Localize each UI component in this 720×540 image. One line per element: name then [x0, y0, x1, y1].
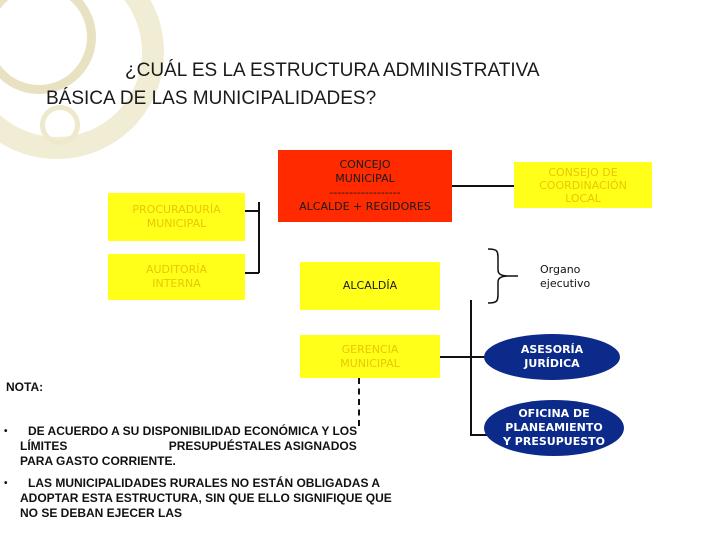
auditoria-line-1: AUDITORÍA: [145, 263, 208, 276]
asesoria-line-2: JURÍDICA: [524, 357, 580, 370]
asesoria-line-1: ASESORÍA: [520, 343, 584, 356]
gerencia-line-1: GERENCIA: [341, 342, 399, 356]
note-item-1-line-2a: LÍMITES: [20, 439, 68, 453]
consejo-coordinacion-local-box: [514, 162, 652, 208]
concejo-municipal-box: [278, 150, 452, 222]
curly-brace-icon: [482, 246, 542, 306]
connector-trunk-right: [470, 300, 472, 436]
title-line-1: ¿CUÁL ES LA ESTRUCTURA ADMINISTRATIVA: [125, 60, 540, 81]
note-heading: NOTA:: [6, 380, 44, 394]
concejo-line-3: ALCALDE + REGIDORES: [299, 200, 431, 213]
bullet-2-symbol: •: [4, 478, 8, 489]
concejo-line-1: CONCEJO: [339, 158, 391, 171]
auditoria-line-2: INTERNA: [152, 277, 201, 290]
dashed-connector-vertical: [358, 378, 360, 426]
procuraduria-municipal-box: [108, 193, 245, 241]
connector-consejo-coord: [452, 185, 514, 187]
organo-ejecutivo-label: [540, 263, 590, 291]
note-item-1-line-3: PARA GASTO CORRIENTE.: [20, 454, 176, 468]
organo-line-2: ejecutivo: [540, 277, 591, 290]
planeamiento-line-2: PLANEAMIENTO: [505, 421, 603, 434]
auditoria-interna-box: [108, 254, 245, 300]
note-item-1-line-2b: PRESUPUÉSTALES ASIGNADOS: [168, 439, 357, 453]
planeamiento-line-3: Y PRESUPUESTO: [503, 435, 605, 448]
alcaldia-box: [300, 262, 440, 310]
planeamiento-presupuesto-oval: [484, 400, 624, 456]
concejo-separator: ------------------: [329, 186, 401, 199]
asesoria-juridica-oval: [484, 334, 620, 380]
connector-asesoria: [440, 356, 485, 358]
planeamiento-line-1: OFICINA DE: [518, 407, 590, 420]
note-item-2-line-3: NO SE DEBAN EJECER LAS: [20, 506, 183, 520]
procuraduria-line-1: PROCURADURÍA: [132, 203, 221, 216]
title-line-2: BÁSICA DE LAS MUNICIPALIDADES?: [46, 88, 377, 109]
gerencia-municipal-box: [300, 335, 440, 378]
note-item-2-line-2: ADOPTAR ESTA ESTRUCTURA, SIN QUE ELLO SIGNIFIQUE QUE: [20, 491, 392, 505]
note-item-1-line-2: [20, 439, 460, 454]
connector-trunk-left: [258, 202, 260, 273]
note-item-1-line-1: DE ACUERDO A SU DISPONIBILIDAD ECONÓMICA Y LOS: [28, 424, 358, 438]
procuraduria-line-2: MUNICIPAL: [146, 217, 207, 230]
note-item-1: [4, 424, 460, 469]
page-title: [0, 57, 720, 113]
consejo-coord-line-1: CONSEJO DE: [548, 165, 618, 179]
connector-auditoria: [245, 272, 259, 274]
consejo-coord-line-3: LOCAL: [565, 191, 601, 205]
organo-line-1: Organo: [540, 263, 581, 276]
alcaldia-label: ALCALDÍA: [342, 279, 398, 292]
consejo-coord-line-2: COORDINACIÓN: [539, 178, 627, 192]
concejo-line-2: MUNICIPAL: [335, 172, 395, 185]
note-item-2-line-1: LAS MUNICIPALIDADES RURALES NO ESTÁN OBLIGADAS A: [28, 476, 381, 490]
connector-procuraduria: [245, 210, 259, 212]
bullet-1-symbol: •: [4, 426, 8, 437]
note-item-2: [4, 476, 460, 521]
gerencia-line-2: MUNICIPAL: [340, 356, 400, 370]
